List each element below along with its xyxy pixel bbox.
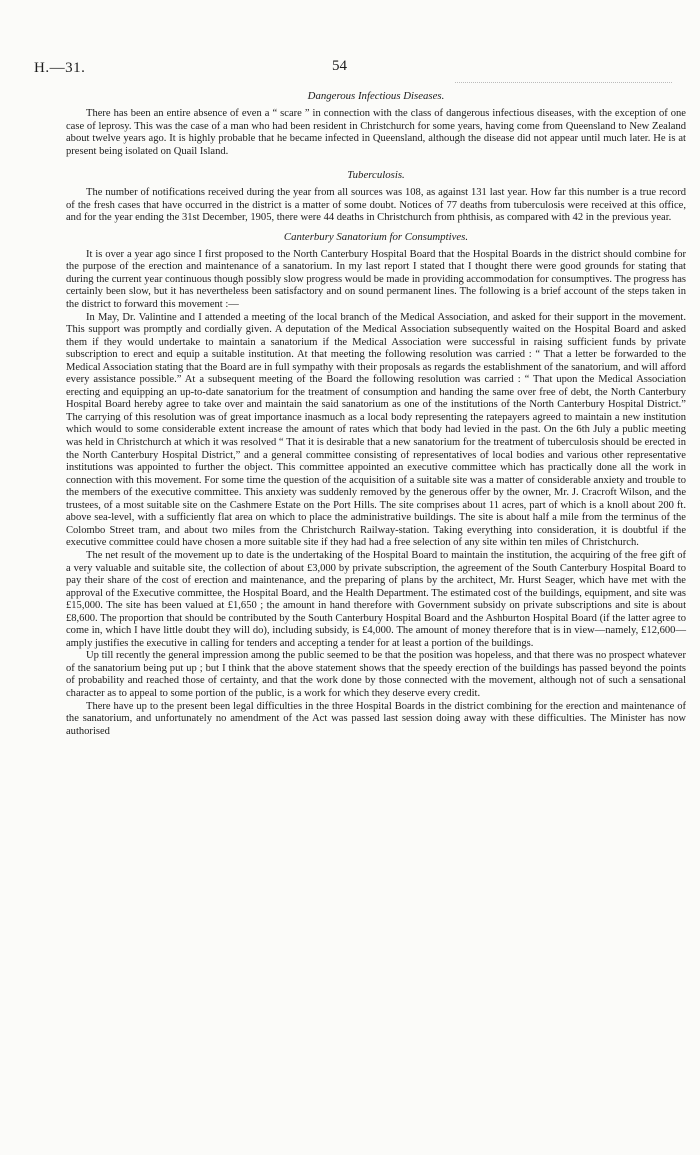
section-heading-sanatorium: Canterbury Sanatorium for Consumptives. <box>283 230 469 243</box>
body-text <box>66 84 686 738</box>
paragraph: In May, Dr. Valintine and I attended a meeting of the local branch of the Medical Association, and asked for their support in the movement. This support was promptly and cordially given. A deputation of the Medical Association subsequently waited on the Hospital Board and asked them if they would undertake to maintain a sanatorium if the Medical Association were successful in raising sufficient funds by private subscription to erect and equip a suitable institution. At that meeting the following resolution was carried : “ That a letter be forwarded to the Medical Association stating that the Board are in full sympathy with their proposals as regards the establishment of the sanatorium, and will afford every assistance possible.” At a subsequent meeting of the Board the following resolution was carried : “ That upon the Medical Association erecting and equipping an up-to-date sanatorium for the treatment of consumption and handing the same over free of debt, the North Canterbury Hospital Board hereby agree to take over and maintain the said sanatorium as one of the institutions of the North Canterbury Hospital District.” The carrying of this resolution was of great importance inasmuch as a local body representing the ratepayers agreed to maintain a new institution which would to some considerable extent increase the amount of rates which that body had levied in the past. On the 6th July a public meeting was held in Christchurch at which it was resolved “ That it is desirable that a new sanatorium for the treatment of tuberculosis should be erected in the North Canterbury Hospital District,” and a general committee consisting of representatives of local bodies and various other representative institutions was appointed to further the object. This committee appointed an executive committee which has practically done all the work in connection with this movement. For some time the question of the acquisition of a suitable site was a matter of considerable anxiety and trouble to the members of the executive committee. This anxiety was suddenly removed by the generous offer by the owner, Mr. J. Cracroft Wilson, and the trustees, of a most suitable site on the Cashmere Estate on the Port Hills. The site comprises about 11 acres, part of which is a knoll about 200 ft. above sea-level, with a sufficiently flat area on which to place the administrative buildings. The site is about half a mile from the terminus of the Colombo Street tram, and about two miles from the Christchurch Railway-station. Taking everything into consideration, it is doubtful if the executive committee could have chosen a more suitable site if they had had a free selection of any site within ten miles of Christchurch. <box>66 311 686 549</box>
page-number: 54 <box>332 58 347 74</box>
section-heading-dangerous-diseases: Dangerous Infectious Diseases. <box>307 90 445 102</box>
paragraph: The number of notifications received during the year from all sources was 108, as against 131 last year. How far this number is a true record of the fresh cases that have occurred in the district is a matter of some doubt. Notices of 77 deaths from tuberculosis were received at this office, and for the year ending the 31st December, 1905, there were 44 deaths in Christchurch from phthisis, as compared with 42 in the previous year. <box>66 187 686 224</box>
paragraph: It is over a year ago since I first proposed to the North Canterbury Hospital Board that the Hospital Boards in the district should combine for the purpose of the erection and maintenance of a sanatorium. In my last report I stated that I thought there were good grounds for stating that during the current year continuous though possibly slow progress would be made in providing accommodation for consumptives. The progress has certainly been slow, but it has nevertheless been satisfactory and on sound permanent lines. The following is a brief account of the steps taken in the district to forward this movement :— <box>66 248 686 311</box>
paragraph: There has been an entire absence of even a “ scare ” in connection with the class of dangerous infectious diseases, with the exception of one case of leprosy. This was the case of a man who had been resident in Christchurch for some years, having come from Queensland to New Zealand about twelve years ago. It is highly probable that he became infected in Queensland, although the disease did not appear until much later. He is at present being isolated on Quail Island. <box>66 108 686 157</box>
header-rule <box>455 82 672 83</box>
document-reference: H.—31. <box>34 60 86 76</box>
paragraph: There have up to the present been legal difficulties in the three Hospital Boards in the district combining for the erection and maintenance of the sanatorium, and unfortunately no amendment of the Act was passed last session doing away with these difficulties. The Minister has now authorised <box>66 700 686 737</box>
paragraph: The net result of the movement up to date is the undertaking of the Hospital Board to maintain the institution, the acquiring of the free gift of a very valuable and suitable site, the collection of about £3,000 by private subscription, the agreement of the South Canterbury Hospital Board to pay their share of the cost of erection and maintenance, and the preparing of plans by the architect, Mr. Hurst Seager, which have met with the approval of the Executive committee, the Hospital Board, and the Health Department. The estimated cost of the buildings, equipment, and site was £15,000. The site has been valued at £1,650 ; the amount in hand therefore with Government subsidy on private subscriptions and site is about £8,600. The proportion that should be contributed by the South Canterbury Hospital Board and the Ashburton Hospital Board (if the latter agree to come in, which I have little doubt they will do), including subsidy, is £4,000. The amount of money therefore that is in view—namely, £12,600—amply justifies the executive in calling for tenders and accepting a tender for at least a portion of the buildings. <box>66 549 686 649</box>
paragraph: Up till recently the general impression among the public seemed to be that the position was hopeless, and that there was no prospect whatever of the sanatorium being put up ; but I think that the above statement shows that the speedy erection of the buildings has passed beyond the points of probability and reached those of certainty, and that the work done by those connected with the movement, although not of such a sensational character as to appeal to some portion of the public, is a work for which they deserve every credit. <box>66 650 686 699</box>
section-heading-tuberculosis: Tuberculosis. <box>347 169 405 182</box>
